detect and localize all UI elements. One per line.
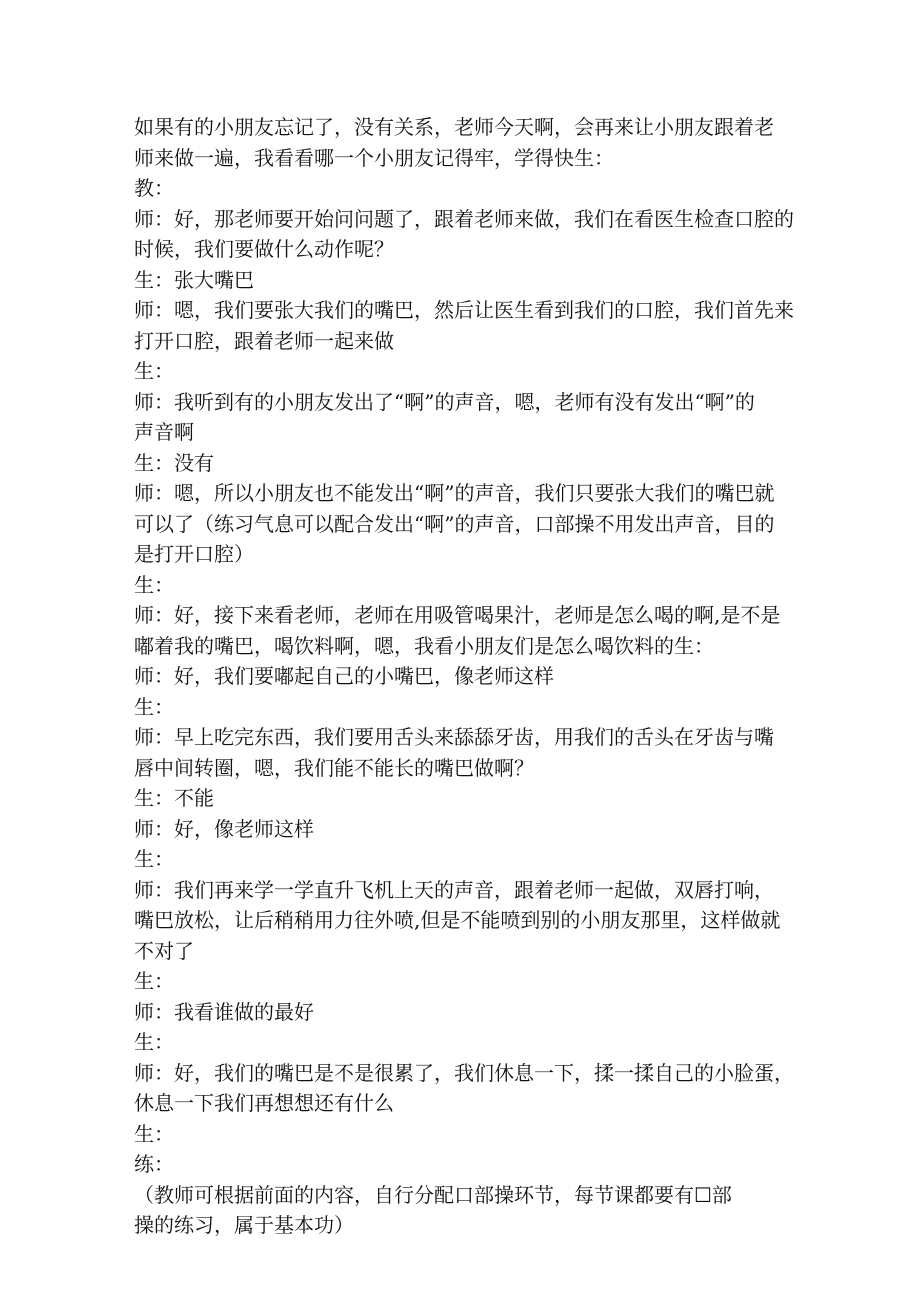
text-line: 生：不能 [134,786,214,810]
text-line: 生：没有 [134,450,214,475]
text-line: 时候，我们要做什么动作呢？ [134,237,394,261]
text-line: 师：我看谁做的最好 [134,999,314,1024]
text-line: 师：好，我们要嘟起自己的小嘴巴，像老师这样 [134,664,554,688]
text-line: 师：我听到有的小朋友发出了“啊”的声音，嗯，老师有没有发出“啊”的 [134,389,755,414]
text-line: 嘴巴放松，让后稍稍用力往外喷,但是不能喷到别的小朋友那里，这样做就 [134,908,781,932]
text-line: 生：张大嘴巴 [134,267,254,292]
text-line: 教： [134,176,174,200]
text-line: 是打开口腔） [134,542,254,566]
note-line: 操的练习，属于基本功） [134,1213,354,1237]
text-line: 生： [134,694,174,719]
text-line: 唇中间转圈，嗯，我们能不能长的嘴巴做啊？ [134,755,534,780]
text-line: 练： [134,1152,174,1176]
text-line: 生： [134,847,174,871]
text-line: 师：我们再来学一学直升飞机上天的声音，跟着老师一起做，双唇打响， [134,877,774,902]
note-line: （教师可根据前面的内容，自行分配口部操环节，每节课都要有☐部 [134,1182,732,1207]
text-line: 如果有的小朋友忘记了，没有关系，老师今天啊，会再来让小朋友跟着老 [134,115,774,139]
text-line: 师：好，那老师要开始问问题了，跟着老师来做，我们在看医生检查口腔的 [134,206,794,231]
text-line: 生： [134,969,174,993]
text-line: 师：嗯，所以小朋友也不能发出“啊”的声音，我们只要张大我们的嘴巴就 [134,481,775,505]
text-line: 师：嗯，我们要张大我们的嘴巴，然后让医生看到我们的口腔，我们首先来 [134,298,794,322]
text-line: 生： [134,1030,174,1054]
text-line: 师：好，我们的嘴巴是不是很累了，我们休息一下，揉一揉自己的小脸蛋， [134,1060,794,1085]
text-line: 师：好，接下来看老师，老师在用吸管喝果汁，老师是怎么喝的啊,是不是 [134,603,781,627]
text-line: 生： [134,359,174,383]
text-line: 嘟着我的嘴巴，喝饮料啊，嗯，我看小朋友们是怎么喝饮料的生： [134,633,714,658]
text-line: 师：早上吃完东西，我们要用舌头来舔舔牙齿，用我们的舌头在牙齿与嘴 [134,725,774,749]
text-line: 师：好，像老师这样 [134,816,314,841]
text-line: 可以了（练习气息可以配合发出“啊”的声音，口部操不用发出声音，目的 [134,511,775,536]
text-line: 生： [134,1121,174,1146]
text-line: 生： [134,572,174,597]
text-line: 声音啊 [134,420,194,444]
text-line: 师来做一遍，我看看哪一个小朋友记得牢，学得快生： [134,145,614,170]
text-line: 休息一下我们再想想还有什么 [134,1091,394,1115]
text-line: 打开口腔，跟着老师一起来做 [134,328,394,353]
document-body [134,112,824,1241]
text-line: 不对了 [134,938,194,963]
